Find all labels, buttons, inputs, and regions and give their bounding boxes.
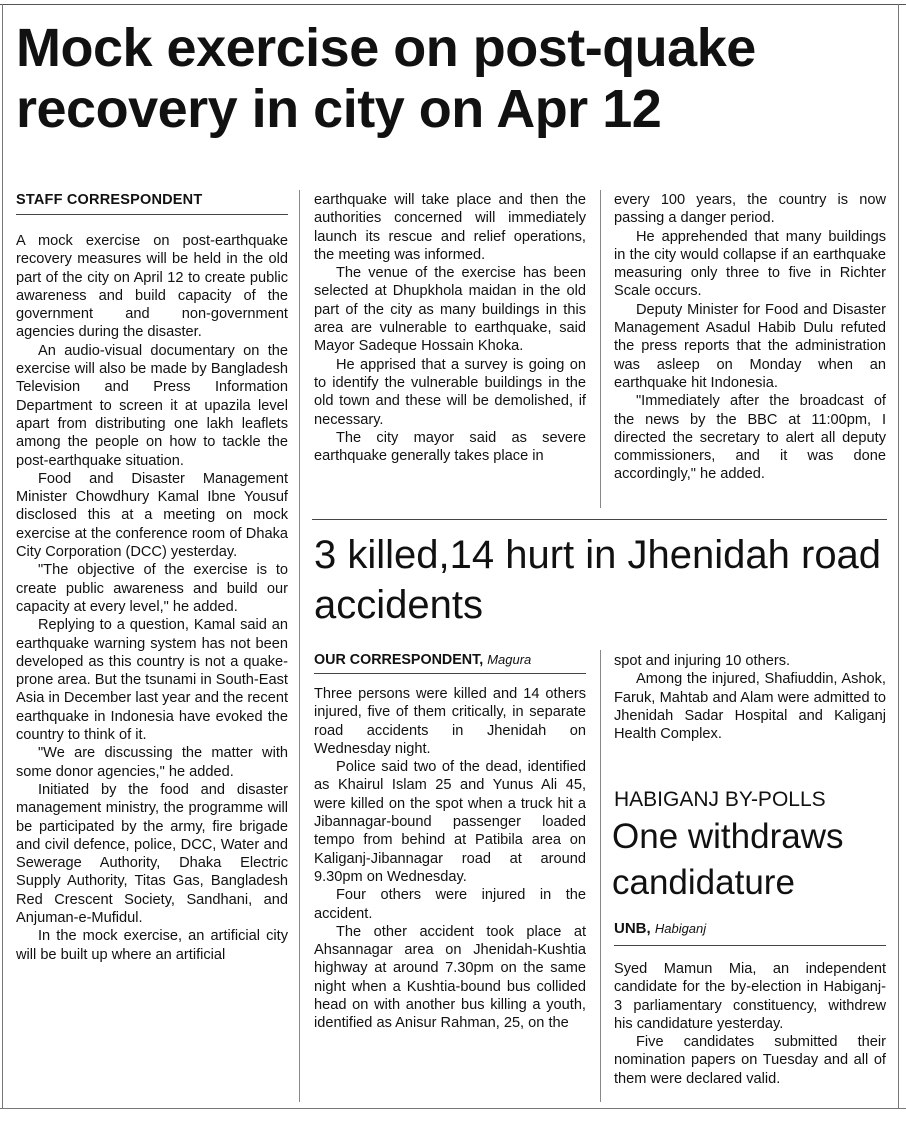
frame-right-border — [898, 4, 899, 1109]
article1-col2-paragraph: The city mayor said as severe earthquake generally takes place in — [314, 429, 586, 465]
column-divider-3 — [600, 650, 601, 1102]
article1-col2-paragraph: He apprised that a survey is going on to identify the vulnerable buildings in the old town and these will be demolished, if necessary. — [314, 356, 586, 428]
article2-col1-paragraph: Three persons were killed and 14 others injured, five of them critically, in separate road accidents in Jhenidah on Wednesday night. — [314, 686, 586, 757]
article1-col2-paragraph: earthquake will take place and then the authorities concerned will immediately launch its rescue and relief operations, the meeting was informed. — [314, 192, 586, 263]
article1-column-2 — [314, 191, 586, 465]
frame-left-border — [2, 4, 3, 1109]
article1-headline: Mock exercise on post-quake recovery in city on Apr 12 — [16, 18, 756, 139]
article1-col3-paragraph: He apprehended that many buildings in the city would collapse if an earthquake measuring only three to five in Richter Scale occurs. — [614, 228, 886, 300]
article2-col1-paragraph: Four others were injured in the accident. — [314, 887, 586, 922]
article2-column-1 — [314, 685, 586, 1033]
article1-col1-paragraph: A mock exercise on post-earthquake recovery measures will be held in the old part of the city on April 12 to create public awareness and build capacity of the government and non-government agencies during the disaster. — [16, 233, 288, 341]
article2-byline-name: OUR CORRESPONDENT, — [314, 652, 484, 668]
article2-headline: 3 killed,14 hurt in Jhenidah road accidents — [314, 533, 882, 627]
article1-col1-paragraph: In the mock exercise, an artificial city will be built up where an artificial — [16, 928, 288, 963]
article2-column-2 — [614, 652, 886, 743]
article1-col1-paragraph: "We are discussing the matter with some donor agencies," he added. — [16, 745, 288, 780]
article1-col3-paragraph: "Immediately after the broadcast of the news by the BBC at 11:00pm, I directed the secretary to alert all deputy commissioners, and it was done accordingly," he added. — [614, 393, 886, 483]
article-separator-rule — [312, 519, 887, 520]
article1-column-3 — [614, 191, 886, 484]
column-divider-1 — [299, 190, 300, 1102]
article3-byline-name: UNB, — [614, 920, 651, 937]
article2-col2-paragraph: spot and injuring 10 others. — [614, 653, 791, 669]
frame-bottom-border — [0, 1108, 906, 1109]
article1-col1-paragraph: Initiated by the food and disaster management ministry, the programme will be participated by the army, fire brigade and civil defence, police, DCC, Water and Sewerage Authority, Dhaka Electric Supply Authority, Titas Gas, Bangladesh Red Crescent Society, Sandhani, and Anjuman-e-Mufidul. — [16, 781, 288, 926]
frame-top-border — [0, 4, 906, 5]
column-divider-2 — [600, 190, 601, 508]
article1-byline: STAFF CORRESPONDENT — [16, 192, 203, 208]
article1-col3-paragraph: Deputy Minister for Food and Disaster Management Asadul Habib Dulu refuted the press reports that the administration was asleep on Monday when an earthquake hit Indonesia. — [614, 301, 886, 391]
article1-byline-rule — [16, 214, 288, 215]
article3-col1-paragraph: Five candidates submitted their nomination papers on Tuesday and all of them were declared valid. — [614, 1034, 886, 1087]
article2-col1-paragraph: The other accident took place at Ahsannagar area on Jhenidah-Kushtia highway at around 7.30pm on the same night when a Kushtia-bound bus collided head on with another bus killing a youth, identified as Anisur Rahman, 25, on the — [314, 923, 586, 1032]
article1-col1-paragraph: "The objective of the exercise is to create public awareness and build our capacity at every level," he added. — [16, 562, 288, 615]
article2-byline-place: Magura — [487, 652, 532, 667]
article1-col1-paragraph: Replying to a question, Kamal said an earthquake warning system has not been developed as this country is not a quake-prone area. But the tsunami in South-East Asia in December last year and the recent earthquake in Indonesia have evoked the country to think of it. — [16, 617, 288, 744]
article3-byline-place: Habiganj — [654, 921, 707, 936]
article3-headline: One withdraws candidature — [612, 817, 844, 902]
article3-column-1 — [614, 960, 886, 1088]
article1-col1-paragraph: Food and Disaster Management Minister Chowdhury Kamal Ibne Yousuf disclosed this at a meeting on mock exercise at the conference room of Dhaka City Corporation (DCC) yesterday. — [16, 470, 288, 561]
article3-byline-rule — [614, 945, 886, 946]
article3-kicker: HABIGANJ BY-POLLS — [614, 788, 826, 811]
article3-byline — [614, 920, 894, 937]
article2-byline — [314, 652, 594, 668]
article2-byline-rule — [314, 673, 586, 674]
article1-col2-paragraph: The venue of the exercise has been selected at Dhupkhola maidan in the old part of the city as many buildings in this area are vulnerable to earthquake, said Mayor Sadeque Hossain Khoka. — [314, 265, 586, 355]
article3-col1-paragraph: Syed Mamun Mia, an independent candidate for the by-election in Habiganj-3 parliamentary constituency, withdrew his candidature yesterday. — [614, 961, 886, 1032]
article1-col3-paragraph: every 100 years, the country is now passing a danger period. — [614, 192, 886, 227]
article2-col1-paragraph: Police said two of the dead, identified as Khairul Islam 25 and Yunus Ali 45, were killed on the spot when a truck hit a Jibannagar-bound passenger loaded tempo from behind at Patibila area on Kaliganj-Jibannagar road at around 9.30pm on Wednesday. — [314, 759, 586, 885]
article2-col2-paragraph: Among the injured, Shafiuddin, Ashok, Faruk, Mahtab and Alam were admitted to Jhenidah Sadar Hospital and Kaliganj Health Complex. — [614, 671, 886, 743]
article1-col1-paragraph: An audio-visual documentary on the exercise will also be made by Bangladesh Television and Press Information Department to screen it at upazila level apart from distributing one lakh leaflets among the people on how to tackle the post-earthquake situation. — [16, 342, 288, 469]
article1-column-1 — [16, 232, 288, 964]
